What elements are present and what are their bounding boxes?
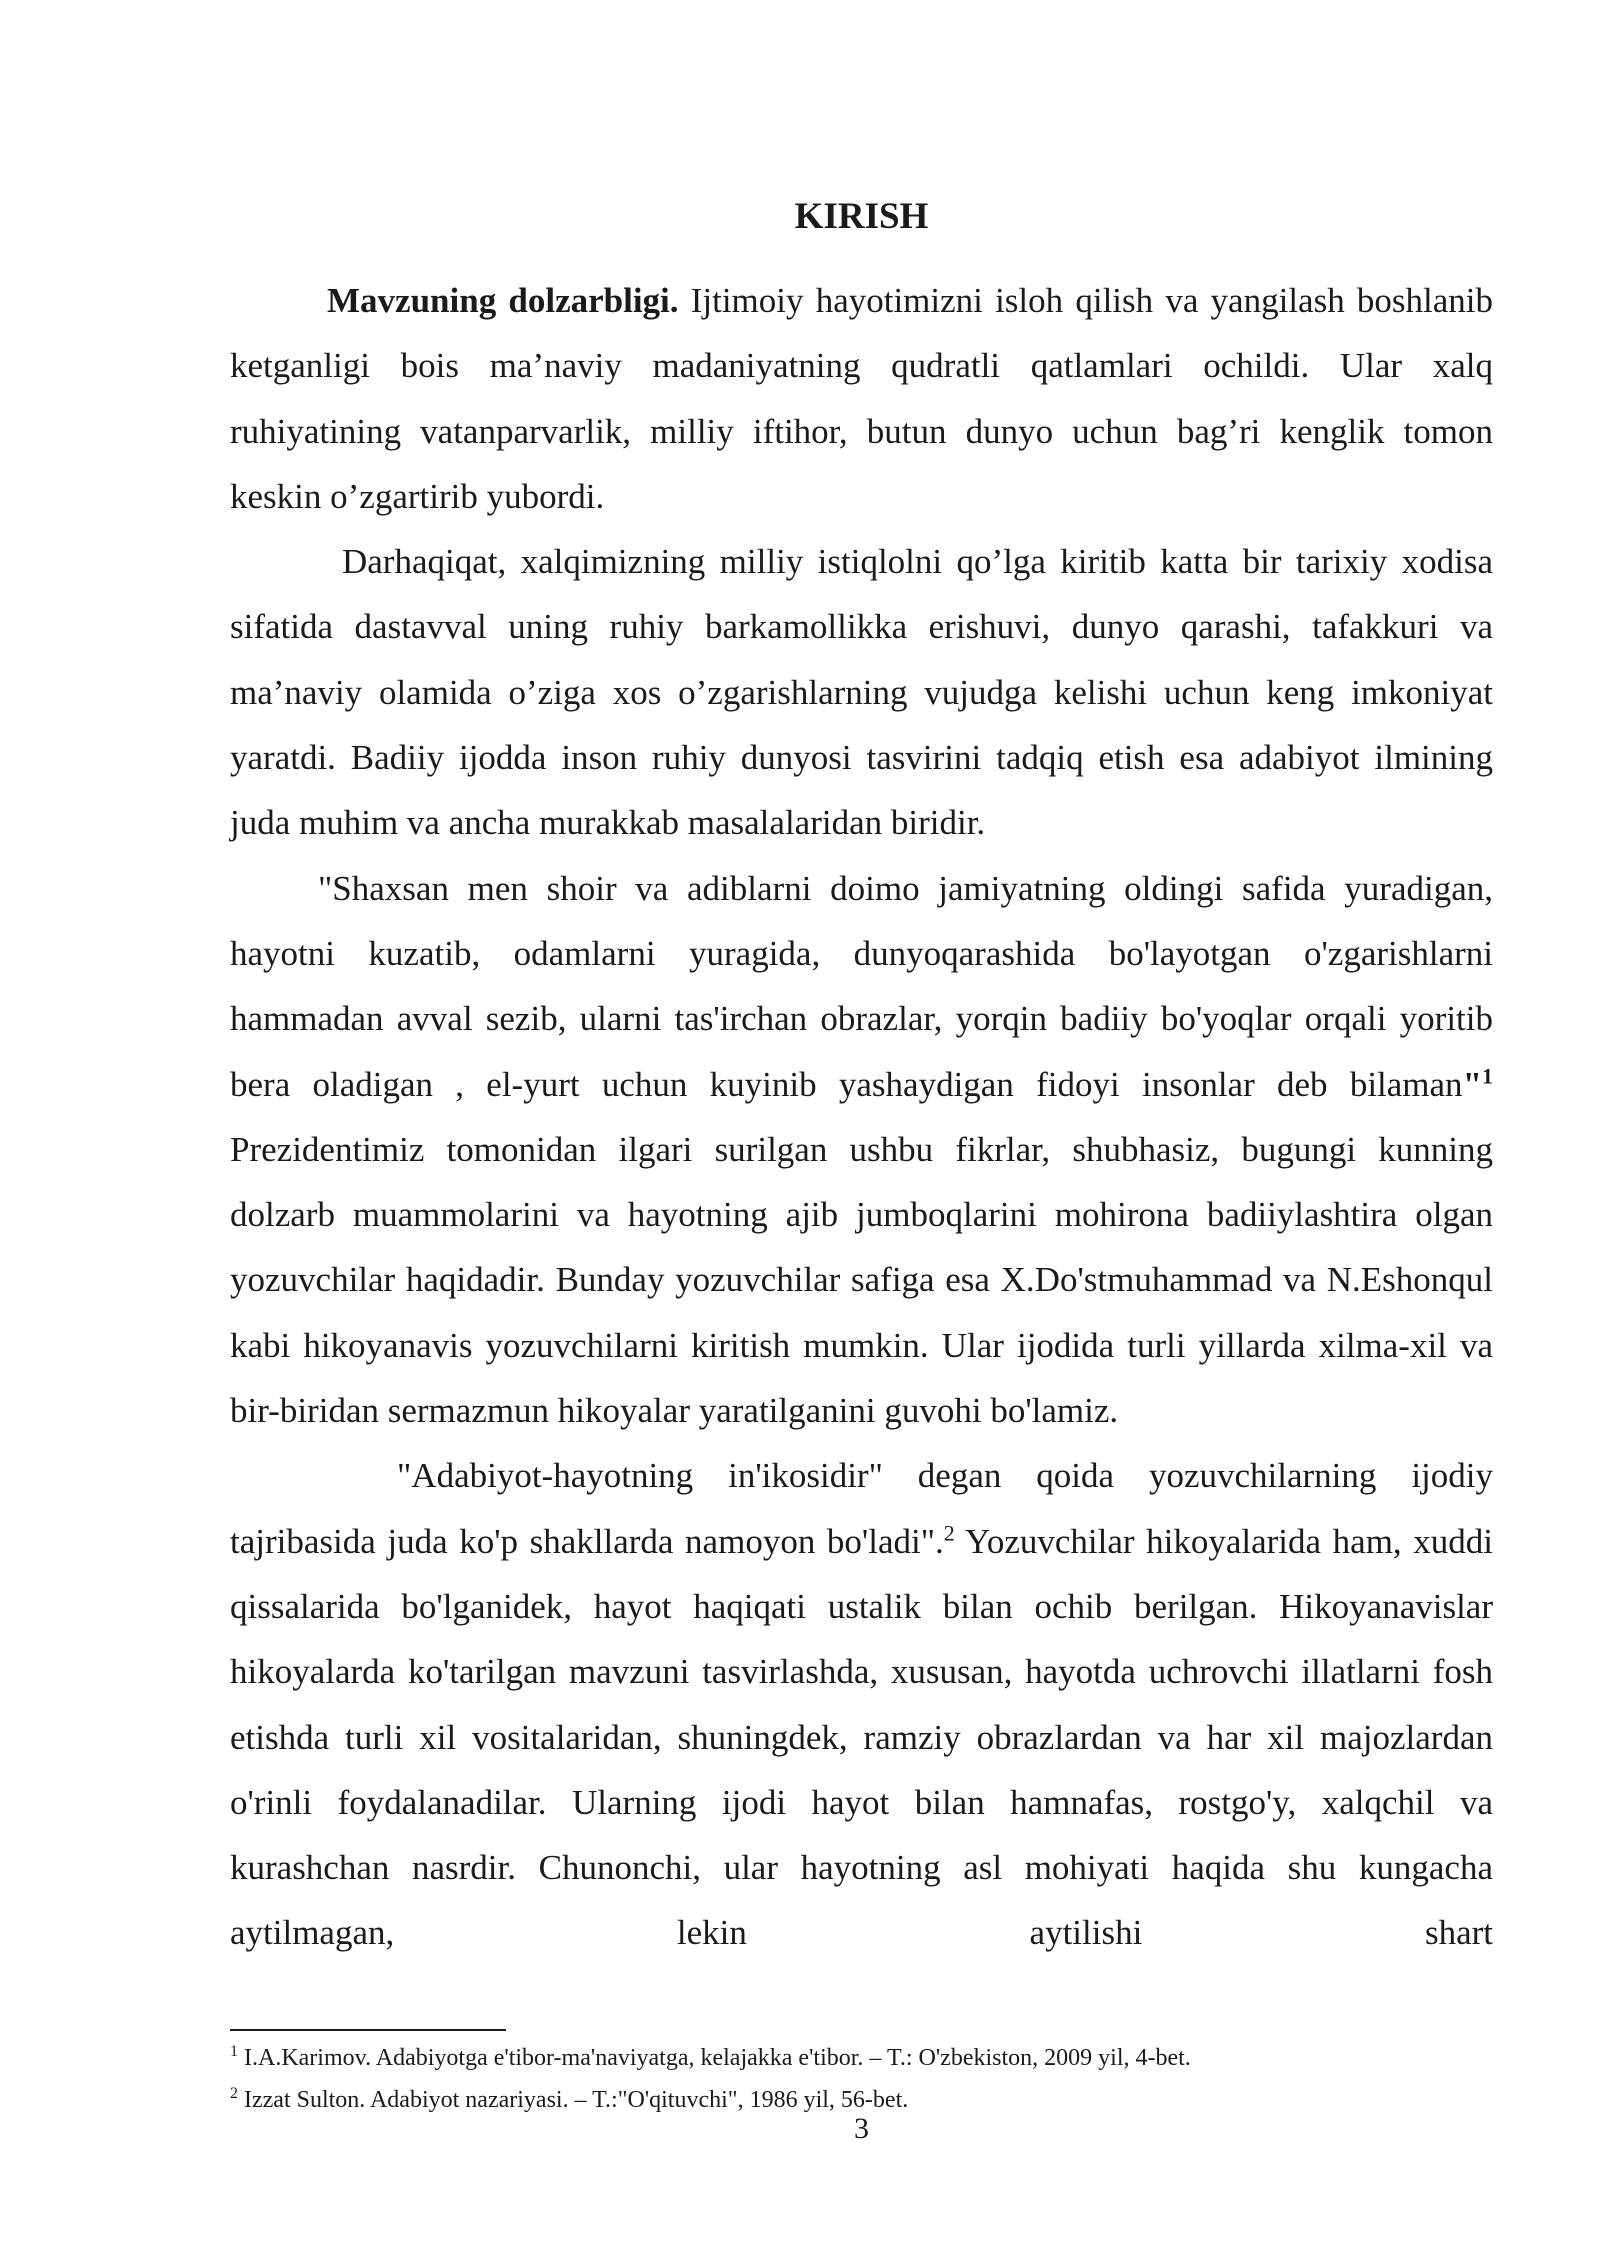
paragraph-independence — [230, 529, 1493, 855]
section-lead: Mavzuning dolzarbligi. — [327, 281, 679, 320]
paragraph-text: Prezidentimiz tomonidan ilgari surilgan ushbu fikrlar, shubhasiz, bugungi kunning dolzarb muammolarini va hayotning ajib jumboqlarini mohirona badiiylashtira olgan yozuvchilar haqidadir. Bunday yozuvchilar safiga esa X.Do'stmuhammad va N.Eshonqul kabi hikoyanavis yozuvchilarni kiritish mumkin. Ular ijodida turli yillarda xilma-xil va bir-biridan sermazmun hikoyalar yaratilganini guvohi bo'lamiz. — [230, 1129, 1493, 1431]
footnote-text: I.A.Karimov. Adabiyotga e'tibor-ma'naviyatga, kelajakka e'tibor. – T.: O'zbekiston, 2009 yil, 4-bet. — [238, 2045, 1191, 2071]
page-number: 3 — [854, 2112, 869, 2145]
footnote-ref-2[interactable]: 2 — [943, 1519, 955, 1545]
footnote-number: 1 — [230, 2043, 238, 2060]
closing-quote-mark: " — [1462, 1064, 1482, 1104]
paragraph-text: Darhaqiqat, xalqimizning milliy istiqlolni qo’lga kiritib katta bir tarixiy xodisa sifatida dastavval uning ruhiy barkamollikka erishuvi, dunyo qarashi, tafakkuri va ma’naviy olamida o’ziga xos o’zgarishlarning vujudga kelishi uchun keng imkoniyat yaratdi. Badiiy ijodda inson ruhiy dunyosi tasvirini tadqiq etish esa adabiyot ilmining juda muhim va ancha murakkab masalalaridan biridir. — [230, 542, 1493, 843]
footnote-1 — [230, 2034, 1493, 2076]
page-title: KIRISH — [794, 196, 929, 237]
paragraph-quote-president — [230, 856, 1493, 1444]
paragraph-literature — [230, 1443, 1493, 1965]
footnote-number: 2 — [230, 2085, 238, 2102]
document-page — [230, 0, 1493, 2262]
footnote-separator — [230, 2029, 506, 2031]
quote-text: "Adabiyot-hayotning in'ikosidir" degan qoida yozuvchilarning ijodiy tajribasida juda ko'p shakllarda namoyon bo'ladi". — [230, 1456, 1493, 1561]
footnote-text: Izzat Sulton. Adabiyot nazariyasi. – T.:"O'qituvchi", 1986 yil, 56-bet. — [238, 2087, 909, 2113]
quote-text: "Shaxsan men shoir va adiblarni doimo jamiyatning oldingi safida yuradigan, hayotni kuzatib, odamlarni yuragida, dunyoqarashida bo'layotgan o'zgarishlarni hammadan avval sezib, ularni tas'irchan obrazlar, yorqin badiiy bo'yoqlar orqali yoritib bera oladigan , el-yurt uchun kuyinib yashaydigan fidoyi insonlar deb bilaman — [230, 868, 1493, 1104]
document-body — [230, 268, 1493, 1966]
footnote-ref-1[interactable]: 1 — [1482, 1062, 1493, 1088]
footnotes — [230, 2034, 1493, 2118]
paragraph-text: Yozuvchilar hikoyalarida ham, xuddi qissalarida bo'lganidek, hayot haqiqati ustalik bilan ochib berilgan. Hikoyanavislar hikoyalarda ko'tarilgan mavzuni tasvirlashda, xususan, hayotda uchrovchi illatlarni fosh etishda turli xil vositalaridan, shuningdek, ramziy obrazlardan va har xil majozlardan o'rinli foydalanadilar. Ularning ijodi hayot bilan hamnafas, rostgo'y, xalqchil va kurashchan nasrdir. Chunonchi, ular hayotning asl mohiyati haqida shu kungacha aytilmagan, lekin aytilishi shart — [230, 1521, 1493, 1953]
paragraph-relevance — [230, 268, 1493, 529]
paragraph-text: Ijtimoiy hayotimizni isloh qilish va yangilash boshlanib ketganligi bois ma’naviy madaniyatning qudratli qatlamlari ochildi. Ular xalq ruhiyatining vatanparvarlik, milliy iftihor, butun dunyo uchun bag’ri kenglik tomon keskin o’zgartirib yubordi. — [230, 281, 1493, 516]
